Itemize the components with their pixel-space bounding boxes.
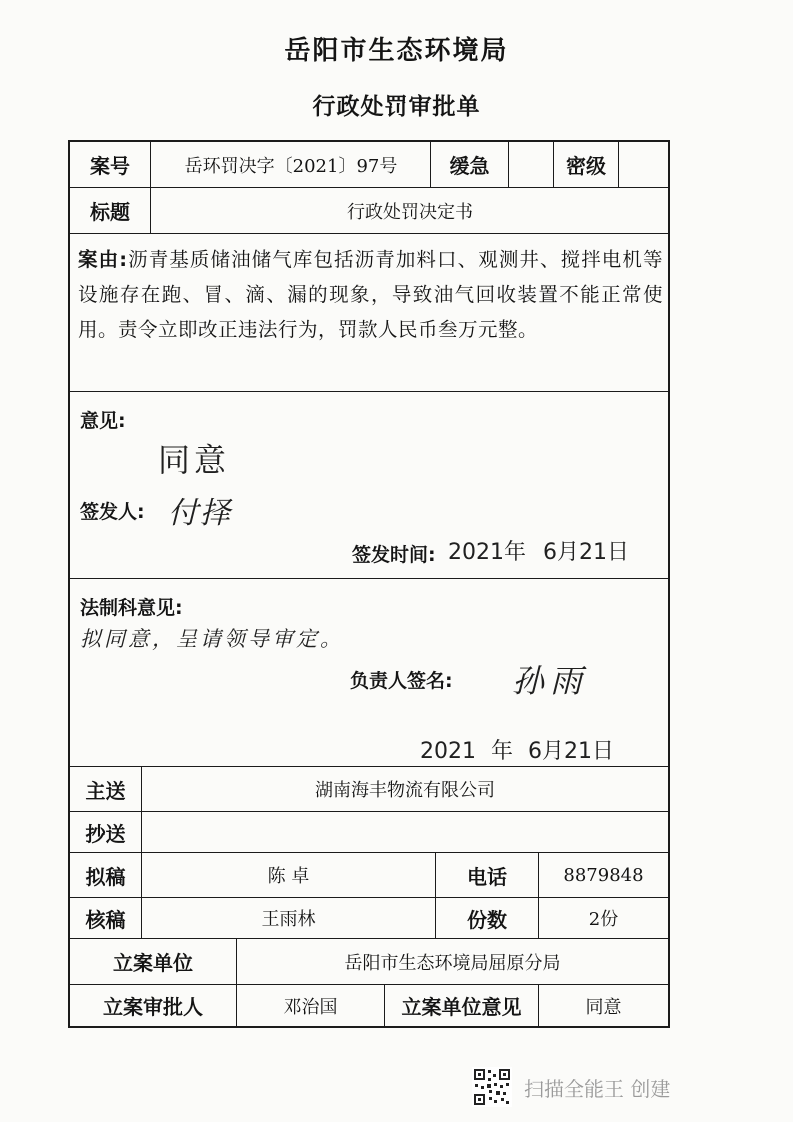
row-divider xyxy=(68,391,670,392)
case-number-value: 岳环罚决字〔2021〕97号 xyxy=(184,155,398,177)
opinion-handwritten: 同意 xyxy=(158,441,231,479)
principal-signature: 孙雨 xyxy=(512,662,589,700)
case-reason xyxy=(78,242,663,347)
form-title: 行政处罚审批单 xyxy=(312,94,481,120)
qr-code-icon xyxy=(472,1067,512,1107)
issue-date-handwritten: 2021年 6月21日 xyxy=(448,540,629,565)
legal-opinion-handwritten: 拟同意，呈请领导审定。 xyxy=(80,627,344,651)
column-divider xyxy=(150,140,151,233)
case-reason-text: 沥青基质储油储气库包括沥青加料口、观测井、搅拌电机等设施存在跑、冒、滴、漏的现象，导致油气回收装置不能正常使用。责令立即改正违法行为，罚款人民币叁万元整。 xyxy=(78,248,663,341)
filing-approver-value: 邓治国 xyxy=(283,996,338,1018)
title-value: 行政处罚决定书 xyxy=(347,201,473,223)
drafter-value: 陈 卓 xyxy=(267,866,310,887)
issue-date-label: 签发时间: xyxy=(352,544,436,566)
urgency-value xyxy=(509,142,553,187)
principal-signature-label: 负责人签名: xyxy=(350,670,453,692)
cc-value xyxy=(142,812,668,852)
phone-label: 电话 xyxy=(467,864,507,889)
checker-value: 王雨林 xyxy=(261,909,316,930)
row-divider xyxy=(68,578,670,579)
copies-value: 2份 xyxy=(588,909,619,930)
signer-label: 签发人: xyxy=(80,501,145,523)
main-recipient-label: 主送 xyxy=(85,778,126,803)
secrecy-value xyxy=(619,142,668,187)
main-recipient-value: 湖南海丰物流有限公司 xyxy=(315,780,495,801)
case-reason-label: 案由: xyxy=(78,248,128,271)
legal-opinion-label: 法制科意见: xyxy=(80,597,183,619)
row-divider xyxy=(68,233,670,234)
signer-signature: 付择 xyxy=(168,496,232,531)
secrecy-label: 密级 xyxy=(566,154,606,178)
title-label: 标题 xyxy=(90,200,130,224)
phone-value: 8879848 xyxy=(563,864,644,886)
scanner-watermark xyxy=(472,1065,734,1109)
case-number-label: 案号 xyxy=(90,154,130,178)
copies-label: 份数 xyxy=(467,907,507,932)
scanner-watermark-text: 扫描全能王 创建 xyxy=(524,1077,671,1101)
drafter-label: 拟稿 xyxy=(85,864,126,889)
urgency-label: 缓急 xyxy=(449,154,490,178)
filing-unit-value: 岳阳市生态环境局屈原分局 xyxy=(344,952,561,974)
filing-unit-label: 立案单位 xyxy=(113,951,193,975)
organization-title: 岳阳市生态环境局 xyxy=(284,36,509,66)
opinion-label: 意见: xyxy=(80,410,126,432)
cc-label: 抄送 xyxy=(85,821,126,846)
filing-unit-opinion-value: 同意 xyxy=(585,996,622,1018)
filing-approver-label: 立案审批人 xyxy=(103,995,203,1019)
checker-label: 核稿 xyxy=(85,907,126,932)
legal-date-handwritten: 2021 年 6月21日 xyxy=(420,739,614,764)
filing-unit-opinion-label: 立案单位意见 xyxy=(401,995,522,1019)
